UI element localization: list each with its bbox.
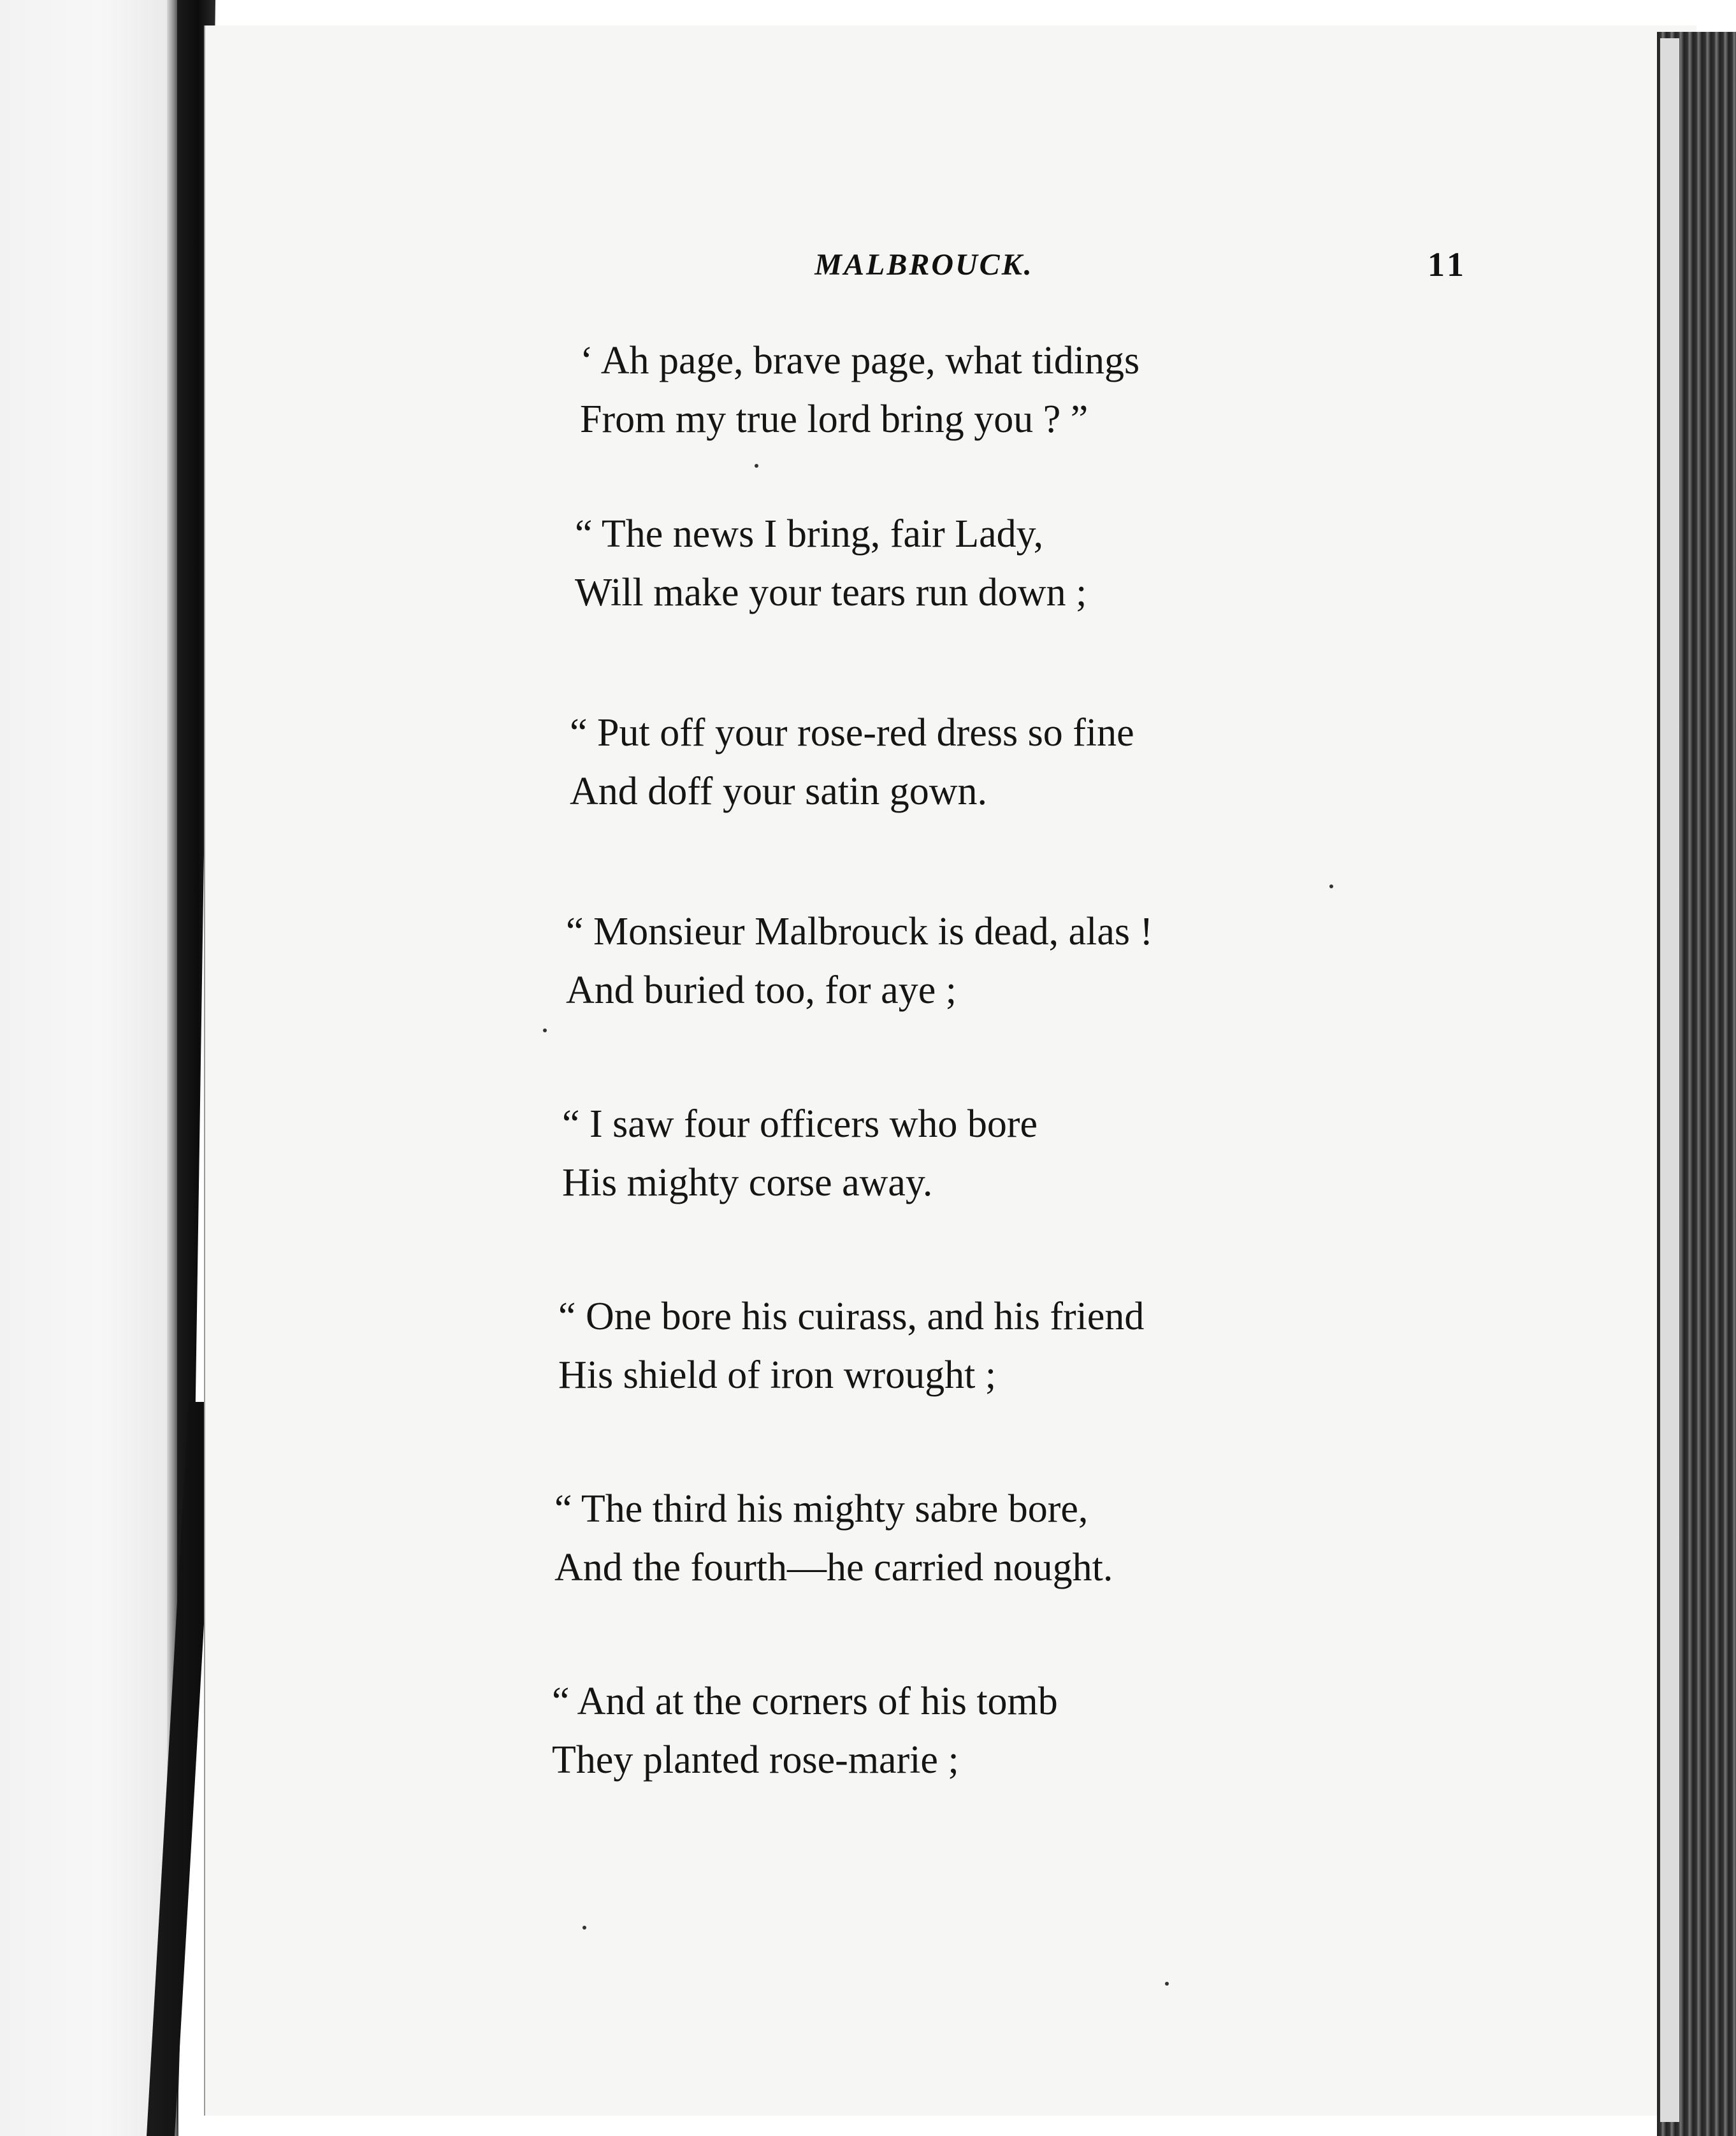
poem-line: “ Monsieur Malbrouck is dead, alas ! bbox=[566, 910, 1154, 953]
paper-speck bbox=[582, 1926, 586, 1930]
stanza-5 bbox=[562, 1095, 1504, 1212]
page-number: 11 bbox=[1428, 245, 1468, 284]
page-stack-edge-highlight bbox=[1660, 38, 1679, 2122]
stanza-2 bbox=[575, 505, 1504, 622]
paper-speck bbox=[543, 1028, 547, 1032]
poem-line: His shield of iron wrought ; bbox=[558, 1353, 997, 1397]
running-head: MALBROUCK. bbox=[814, 248, 1034, 282]
poem-line: “ I saw four officers who bore bbox=[562, 1102, 1038, 1146]
poem-line: And the fourth—he carried nought. bbox=[554, 1546, 1113, 1589]
stanza-3 bbox=[570, 704, 1504, 821]
poem-line: ‘ Ah page, brave page, what tidings bbox=[580, 339, 1140, 382]
poem-line: “ The news I bring, fair Lady, bbox=[575, 512, 1044, 556]
stanza-7 bbox=[554, 1480, 1504, 1597]
paper-speck bbox=[755, 464, 758, 468]
poem-line: And buried too, for aye ; bbox=[566, 969, 957, 1012]
poem-line: They planted rose-marie ; bbox=[552, 1738, 959, 1782]
poem bbox=[548, 331, 1504, 1789]
stanza-6 bbox=[558, 1287, 1504, 1404]
poem-line: “ One bore his cuirass, and his friend bbox=[558, 1295, 1145, 1338]
poem-line: From my true lord bring you ? ” bbox=[580, 398, 1089, 441]
paper-speck bbox=[1329, 884, 1333, 888]
stanza-4 bbox=[566, 902, 1504, 1020]
paper-speck bbox=[1165, 1982, 1169, 1986]
poem-line: “ And at the corners of his tomb bbox=[552, 1680, 1058, 1723]
stanza-1 bbox=[580, 331, 1504, 449]
poem-line: And doff your satin gown. bbox=[570, 770, 987, 813]
poem-line: His mighty corse away. bbox=[562, 1161, 933, 1204]
stanza-8 bbox=[552, 1672, 1504, 1789]
poem-line: Will make your tears run down ; bbox=[575, 571, 1087, 614]
facing-page-left bbox=[0, 0, 169, 2136]
poem-line: “ The third his mighty sabre bore, bbox=[554, 1487, 1089, 1531]
poem-line: “ Put off your rose-red dress so fine bbox=[570, 711, 1134, 754]
